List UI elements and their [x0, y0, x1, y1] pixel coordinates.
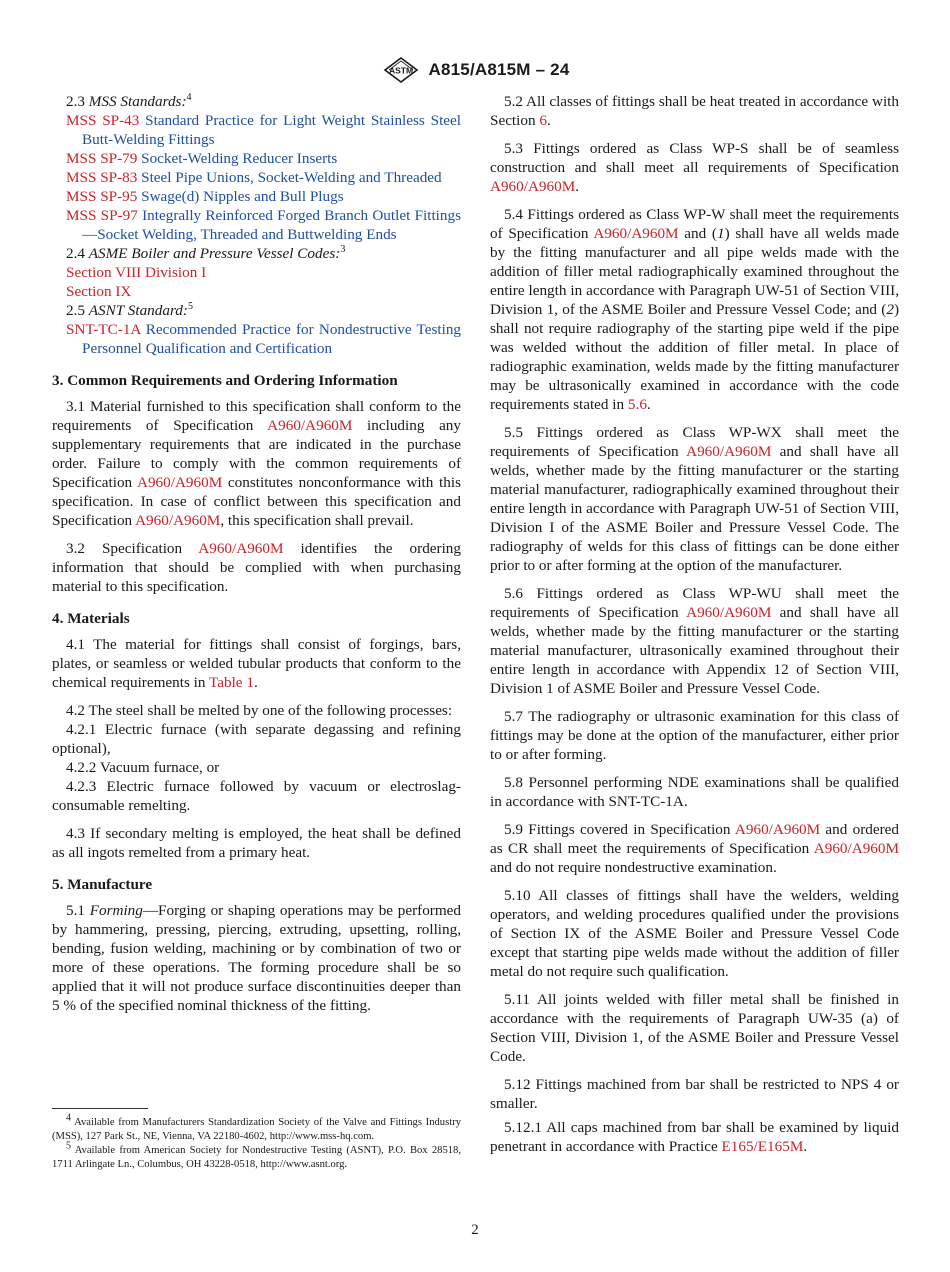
paragraph-text: .	[253, 674, 258, 691]
reference-mss-sp-43[interactable]	[52, 111, 461, 149]
paragraph-4-1	[52, 635, 461, 692]
reference-title-link[interactable]: Standard Practice for Light Weight Stainless Steel Butt-Welding Fittings	[82, 112, 461, 148]
list-number: 1	[716, 225, 725, 242]
footnotes	[52, 1112, 461, 1172]
paragraph-text: .	[575, 178, 580, 195]
footnote-rule	[52, 1108, 148, 1109]
footnote-marker: 3	[340, 243, 346, 255]
a960-link[interactable]: A960/A960M	[686, 443, 772, 460]
paragraph-text: ) shall not require radiography of the starting pipe weld if the pipe was welded without the addition of filler metal. In place of radiographic examination, welds made by the fitting manufacturer may be ultrasonically examined in accordance with the code requirements stated in	[490, 301, 899, 413]
paragraph-5-11: 5.11 All joints welded with filler metal shall be finished in accordance with the requirements of Paragraph UW-35 (a) of Section VIII, Division 1, of the ASME Boiler and Pressure Vessel Code.	[490, 991, 899, 1065]
list-number: 2	[886, 301, 894, 318]
reference-asme-section-viii[interactable]: Section VIII Division I	[66, 264, 207, 281]
paragraph-text: 5.3 Fittings ordered as Class WP-S shall be of seamless construction and shall meet all requirements of Specification	[490, 140, 899, 176]
table-1-link[interactable]: Table 1	[209, 674, 254, 691]
paragraph-text: 5.12.1 All caps machined from bar shall be examined by liquid penetrant in accordance with Practice	[490, 1119, 899, 1155]
paragraph-text: constitutes nonconformance with this specification. In case of conflict between this specification and Specification	[52, 474, 461, 529]
paragraph-5-12-1	[490, 1118, 899, 1156]
paragraph-4-2-2: 4.2.2 Vacuum furnace, or	[66, 759, 220, 776]
paragraph-5-8: 5.8 Personnel performing NDE examinations shall be qualified in accordance with SNT-TC-1A.	[490, 774, 899, 810]
footnote-marker: 5	[187, 300, 193, 312]
designation: A815/A815M – 24	[428, 60, 570, 79]
reference-title-link[interactable]: Recommended Practice for Nondestructive Testing Personnel Qualification and Certification	[82, 321, 462, 357]
a960-link[interactable]: A960/A960M	[593, 225, 679, 242]
section-5-heading: 5. Manufacture	[52, 876, 153, 893]
heading-title: MSS Standards:	[88, 93, 187, 110]
paragraph-number: 5.1	[66, 902, 85, 919]
left-column	[52, 92, 461, 1015]
reference-code-link[interactable]: MSS SP-43	[66, 112, 140, 129]
paragraph-4-3: 4.3 If secondary melting is employed, the heat shall be defined as all ingots remelted from a primary heat.	[52, 825, 461, 861]
reference-mss-sp-83[interactable]	[52, 168, 461, 187]
paragraph-label: Forming	[89, 902, 143, 919]
asnt-standard-heading	[52, 301, 461, 320]
paragraph-text: 5.5 Fittings ordered as Class WP-WX shall meet the requirements of Specification	[490, 424, 899, 460]
astm-logo-text: ASTM	[388, 65, 413, 76]
reference-code-link[interactable]: MSS SP-97	[66, 207, 138, 224]
reference-mss-sp-97[interactable]	[52, 206, 461, 244]
paragraph-text: and shall have all welds, whether made by the fitting manufacturer or the starting material manufacturer, ultrasonically examined throughout their entire length in accordance with Appendix 12 of Section VIII, Division 1 of ASME Boiler and Pressure Vessel Code.	[490, 604, 899, 697]
paragraph-text: .	[646, 396, 651, 413]
reference-code-link[interactable]: SNT-TC-1A	[66, 321, 141, 338]
footnote-text: Available from American Society for Nondestructive Testing (ASNT), P.O. Box 28518, 1711 Arlingate Ln., Columbus, OH 43228-0518, http://www.asnt.org.	[52, 1145, 461, 1170]
a960-link[interactable]: A960/A960M	[137, 474, 223, 491]
paragraph-3-2	[52, 539, 461, 596]
paragraph-5-3	[490, 139, 899, 196]
paragraph-5-12: 5.12 Fittings machined from bar shall be restricted to NPS 4 or smaller.	[490, 1076, 899, 1112]
paragraph-text: 5.6 Fittings ordered as Class WP-WU shall meet the requirements of Specification	[490, 585, 899, 621]
reference-asme-section-ix[interactable]: Section IX	[66, 283, 132, 300]
reference-title-link[interactable]: Swage(d) Nipples and Bull Plugs	[141, 188, 344, 205]
footnote-marker: 4	[186, 91, 192, 103]
a960-link[interactable]: A960/A960M	[135, 512, 221, 529]
paragraph-4-2-3: 4.2.3 Electric furnace followed by vacuum or electroslag-consumable remelting.	[52, 778, 461, 814]
paragraph-text: 5.9 Fittings covered in Specification	[504, 821, 735, 838]
paragraph-5-5	[490, 423, 899, 575]
paragraph-5-10: 5.10 All classes of fittings shall have the welders, welding operators, and welding procedures qualified under the provisions of Section IX of the ASME Boiler and Pressure Vessel Code except that starting pipe welds made without the addition of filler metal do not require such qualification.	[490, 887, 899, 980]
paragraph-text: and do not require nondestructive examination.	[490, 859, 777, 876]
paragraph-4-2-1: 4.2.1 Electric furnace (with separate degassing and refining optional),	[52, 721, 461, 757]
reference-title-link[interactable]: Integrally Reinforced Forged Branch Outlet Fittings—Socket Welding, Threaded and Buttwelding Ends	[82, 207, 462, 243]
a960-link[interactable]: A960/A960M	[686, 604, 772, 621]
section-number: 2.5	[66, 302, 85, 319]
section-6-link[interactable]: 6	[539, 112, 547, 129]
heading-title: ASNT Standard:	[88, 302, 188, 319]
paragraph-3-1	[52, 397, 461, 530]
section-number: 2.3	[66, 93, 85, 110]
a960-link[interactable]: A960/A960M	[198, 540, 284, 557]
reference-code-link[interactable]: MSS SP-95	[66, 188, 138, 205]
paragraph-text: identifies the ordering information that should be complied with when purchasing material to this specification.	[52, 540, 461, 595]
paragraph-text: including any supplementary requirements that are indicated in the purchase order. Failure to comply with the common requirements of Specification	[52, 417, 461, 491]
mss-standards-heading	[52, 92, 461, 111]
footnote-5	[52, 1140, 461, 1172]
paragraph-text: and shall have all welds, whether made by the fitting manufacturer or the starting material manufacturer, radiographically examined throughout their entire length in accordance with Paragraph UW-51 of Section VIII, Division I of the ASME Boiler and Pressure Vessel Code. The radiography of welds for this class of fittings can be done either prior to or after forming at the option of the manufacturer.	[490, 443, 899, 574]
reference-title-link[interactable]: Steel Pipe Unions, Socket-Welding and Threaded	[141, 169, 442, 186]
paragraph-4-2: 4.2 The steel shall be melted by one of the following processes:	[66, 702, 453, 719]
a960-link[interactable]: A960/A960M	[490, 178, 576, 195]
section-3-heading: 3. Common Requirements and Ordering Information	[52, 372, 398, 389]
footnote-number: 4	[66, 1112, 71, 1124]
reference-code-link[interactable]: MSS SP-83	[66, 169, 138, 186]
reference-mss-sp-95[interactable]	[52, 187, 461, 206]
page-number: 2	[471, 1222, 479, 1238]
footnote-text: Available from Manufacturers Standardization Society of the Valve and Fittings Industry (MSS), 127 Park St., NE, Vienna, VA 22180-4602, http://www.mss-hq.com.	[52, 1117, 461, 1142]
section-5-6-link[interactable]: 5.6	[627, 396, 647, 413]
paragraph-5-2	[490, 92, 899, 130]
footnote-4	[52, 1112, 461, 1144]
a960-link[interactable]: A960/A960M	[267, 417, 353, 434]
page-header	[0, 55, 950, 85]
paragraph-5-1	[52, 901, 461, 1015]
a960-link[interactable]: A960/A960M	[813, 840, 899, 857]
reference-snt-tc-1a[interactable]	[52, 320, 461, 358]
section-4-heading: 4. Materials	[52, 610, 130, 627]
e165-link[interactable]: E165/E165M	[721, 1138, 804, 1155]
paragraph-5-7: 5.7 The radiography or ultrasonic examination for this class of fittings may be done at the option of the manufacturer, either prior to or after forming.	[490, 708, 899, 763]
paragraph-text: —Forging or shaping operations may be performed by hammering, pressing, piercing, extruding, upsetting, rolling, bending, fusion welding, machining or by combination of two or more of these operations. The forming procedure shall be so applied that it will not produce surface discontinuities deeper than 5 % of the specified nominal thickness of the fitting.	[52, 902, 462, 1014]
paragraph-5-4	[490, 205, 899, 414]
paragraph-text: and (	[678, 225, 717, 242]
paragraph-text: 3.2 Specification	[66, 540, 199, 557]
heading-title: ASME Boiler and Pressure Vessel Codes:	[88, 245, 341, 262]
right-column	[490, 92, 899, 1156]
reference-code-link[interactable]: MSS SP-79	[66, 150, 138, 167]
paragraph-text: .	[803, 1138, 808, 1155]
section-number: 2.4	[66, 245, 85, 262]
paragraph-text: ) shall have all welds made by the fitting manufacturer and all pipe welds made with the addition of filler metal radiographically examined throughout the entire length in accordance with Paragraph UW-51 of Section VIII, Division 1, of the ASME Boiler and Pressure Vessel Code; and (	[490, 225, 899, 318]
paragraph-text: 5.4 Fittings ordered as Class WP-W shall meet the requirements of Specification	[490, 206, 899, 242]
paragraph-text: 3.1 Material furnished to this specification shall conform to the requirements of Specification	[52, 398, 461, 434]
asme-codes-heading	[52, 244, 461, 263]
paragraph-5-6	[490, 584, 899, 698]
paragraph-5-9	[490, 820, 899, 877]
a960-link[interactable]: A960/A960M	[734, 821, 821, 838]
astm-logo-icon	[381, 56, 421, 84]
paragraph-text: and ordered as CR shall meet the requirements of Specification	[490, 821, 899, 857]
paragraph-text: , this specification shall prevail.	[220, 512, 414, 529]
paragraph-text: 5.2 All classes of fittings shall be heat treated in accordance with Section	[490, 93, 899, 129]
paragraph-text: 4.1 The material for fittings shall consist of forgings, bars, plates, or seamless or welded tubular products that conform to the chemical requirements in	[52, 636, 461, 691]
reference-mss-sp-79[interactable]	[52, 149, 461, 168]
reference-title-link[interactable]: Socket-Welding Reducer Inserts	[141, 150, 338, 167]
paragraph-text: .	[546, 112, 551, 129]
footnote-number: 5	[66, 1140, 71, 1152]
